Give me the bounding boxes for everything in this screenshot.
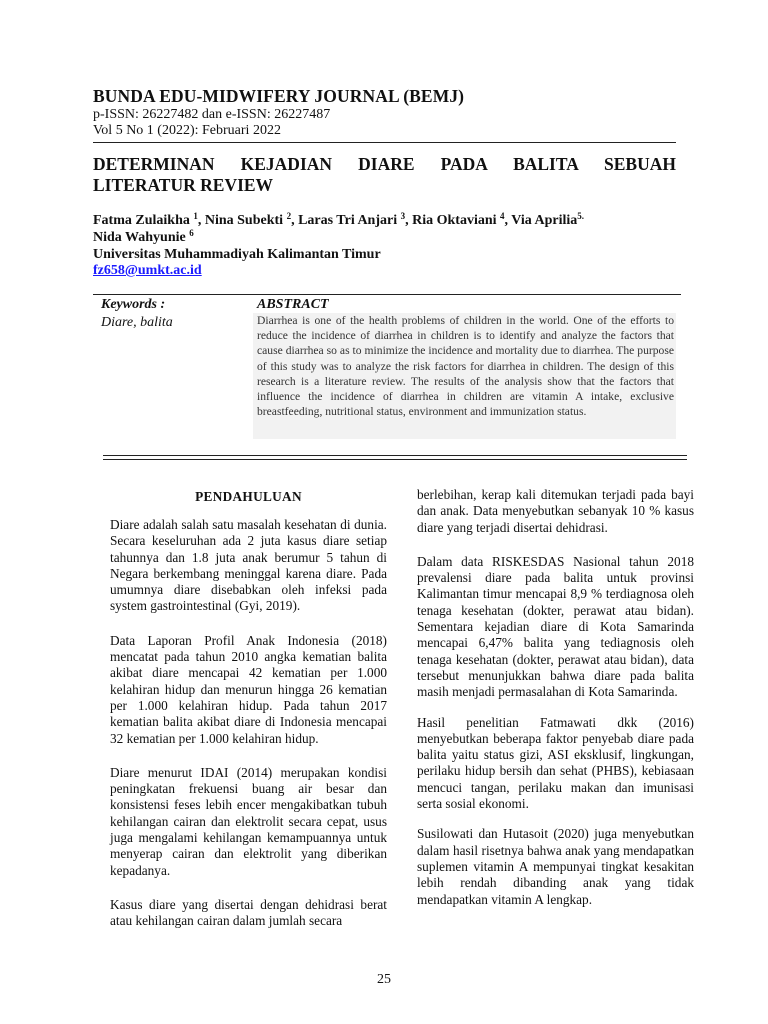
author-name: Fatma Zulaikha bbox=[93, 213, 194, 228]
issn-line: p-ISSN: 26227482 dan e-ISSN: 26227487 bbox=[93, 107, 331, 122]
author-affiliation-mark: 1 bbox=[193, 211, 198, 221]
left-column bbox=[110, 517, 387, 930]
paper-title bbox=[93, 154, 676, 196]
author-email-link[interactable]: fz658@umkt.ac.id bbox=[93, 263, 202, 278]
body-paragraph: Hasil penelitian Fatmawati dkk (2016) menyebutkan beberapa faktor penyebab diare pada balita yaitu status gizi, ASI eksklusif, lingkungan, perilaku hidup bersih dan sehat (PHBS), kebiasaan mencuci tangan, perilaku makan dan imunisasi serta sosial ekonomi. bbox=[417, 714, 694, 812]
author-name: Nida Wahyunie bbox=[93, 230, 190, 245]
right-column bbox=[417, 487, 694, 908]
abstract-label: ABSTRACT bbox=[257, 297, 329, 312]
abstract-divider bbox=[93, 294, 681, 295]
section-divider-top bbox=[103, 455, 687, 456]
author-affiliation-mark: 3 bbox=[400, 211, 406, 221]
body-paragraph: Diare menurut IDAI (2014) merupakan kondisi peningkatan frekuensi buang air besar dan konsistensi feses lebih encer mengakibatkan tubuh kehilangan cairan dan elektrolit secara cepat, usus juga mengalami kehilangan kemampuannya untuk menyerap cairan dan elektrolit yang diberikan kepadanya. bbox=[110, 764, 387, 878]
paper-title-line-2: LITERATUR REVIEW bbox=[93, 175, 274, 195]
affiliation: Universitas Muhammadiyah Kalimantan Timur bbox=[93, 247, 381, 262]
body-paragraph: berlebihan, kerap kali ditemukan terjadi pada bayi dan anak. Data menyebutkan sebanyak 10 % kasus diare yang terjadi disertai dehidrasi. bbox=[417, 487, 694, 535]
author-affiliation-mark: 5. bbox=[577, 211, 585, 221]
paper-title-line-1: DETERMINAN KEJADIAN DIARE PADA BALITA SEBUAH bbox=[93, 154, 676, 174]
body-paragraph: Kasus diare yang disertai dengan dehidrasi berat atau kehilangan cairan dalam jumlah secara bbox=[110, 896, 387, 929]
author-affiliation-mark: 2 bbox=[286, 211, 292, 221]
author-affiliation-mark: 4 bbox=[500, 211, 505, 221]
body-paragraph: Diare adalah salah satu masalah kesehatan di dunia. Secara keseluruhan ada 2 juta kasus diare setiap tahunnya dan 1.8 juta anak berumur 5 tahun di Negara berkembang meninggal karena diare. Pada umumnya diare disebabkan oleh infeksi pada system gastrointestinal (Gyi, 2019). bbox=[110, 517, 387, 614]
volume-line: Vol 5 No 1 (2022): Februari 2022 bbox=[93, 123, 281, 138]
abstract-text: Diarrhea is one of the health problems of children in the world. One of the efforts to reduce the incidence of diarrhea in children is to identify and analyze the factors that cause diarrhea so as to minimize the incidence and mortality due to diarrhea. The purpose of this study was to analyze the risk factors for diarrhea in children. The design of this research is a literature review. The results of the analysis show that the factors that influence the incidence of diarrhea in children are vitamin A intake, exclusive breastfeeding, nutritional status, environment and immunization status. bbox=[257, 314, 674, 419]
author-name: Ria Oktaviani bbox=[412, 213, 501, 228]
body-paragraph: Susilowati dan Hutasoit (2020) juga menyebutkan dalam hasil risetnya bahwa anak yang mendapatkan suplemen vitamin A mempunyai tingkat kesakitan lebih rendah dibanding anak yang tidak mendapatkan vitamin A lengkap. bbox=[417, 826, 694, 907]
page-number: 25 bbox=[377, 972, 391, 987]
author-affiliation-mark: 6 bbox=[189, 228, 194, 238]
author-list: Fatma Zulaikha $^1$, Nina Subekti $^2$, Laras Tri Anjari $^3$, Ria Oktaviani $^4$, Via Aprilia$^{5.}$ Nida Wahyunie $^6$ bbox=[93, 211, 585, 245]
body-paragraph: Dalam data RISKESDAS Nasional tahun 2018 prevalensi diare pada balita untuk provinsi Kalimantan timur mencapai 8,9 % terdiagnosa oleh tenaga kesehatan (dokter, perawat atau bidan). Sementara kejadian diare di Kota Samarinda mencapai 6,47% balita yang tediagnosis oleh tenaga kesehatan (dokter, perawat atau bidan), data tersebut menunjukkan bahwa diare pada balita masih menjadi permasalahan di Kota Samarinda. bbox=[417, 553, 694, 700]
header-divider bbox=[93, 142, 676, 143]
body-paragraph: Data Laporan Profil Anak Indonesia (2018) mencatat pada tahun 2010 angka kematian balita akibat diare mencapai 42 kematian per 1.000 kelahiran hidup dan menurun hingga 26 kematian per 1.000 kelahiran hidup. Pada tahun 2017 kematian balita akibat diare di Indonesia mencapai 32 kematian per 1.000 kelahiran hidup. bbox=[110, 632, 387, 746]
section-divider-bottom bbox=[103, 459, 687, 460]
author-name: Via Aprilia bbox=[511, 213, 578, 228]
author-name: Laras Tri Anjari bbox=[298, 213, 401, 228]
journal-title: BUNDA EDU-MIDWIFERY JOURNAL (BEMJ) bbox=[93, 86, 465, 106]
author-name: Nina Subekti bbox=[204, 213, 287, 228]
keywords-value: Diare, balita bbox=[101, 315, 173, 330]
keywords-label: Keywords : bbox=[101, 297, 166, 312]
section-heading: PENDAHULUAN bbox=[195, 489, 302, 504]
